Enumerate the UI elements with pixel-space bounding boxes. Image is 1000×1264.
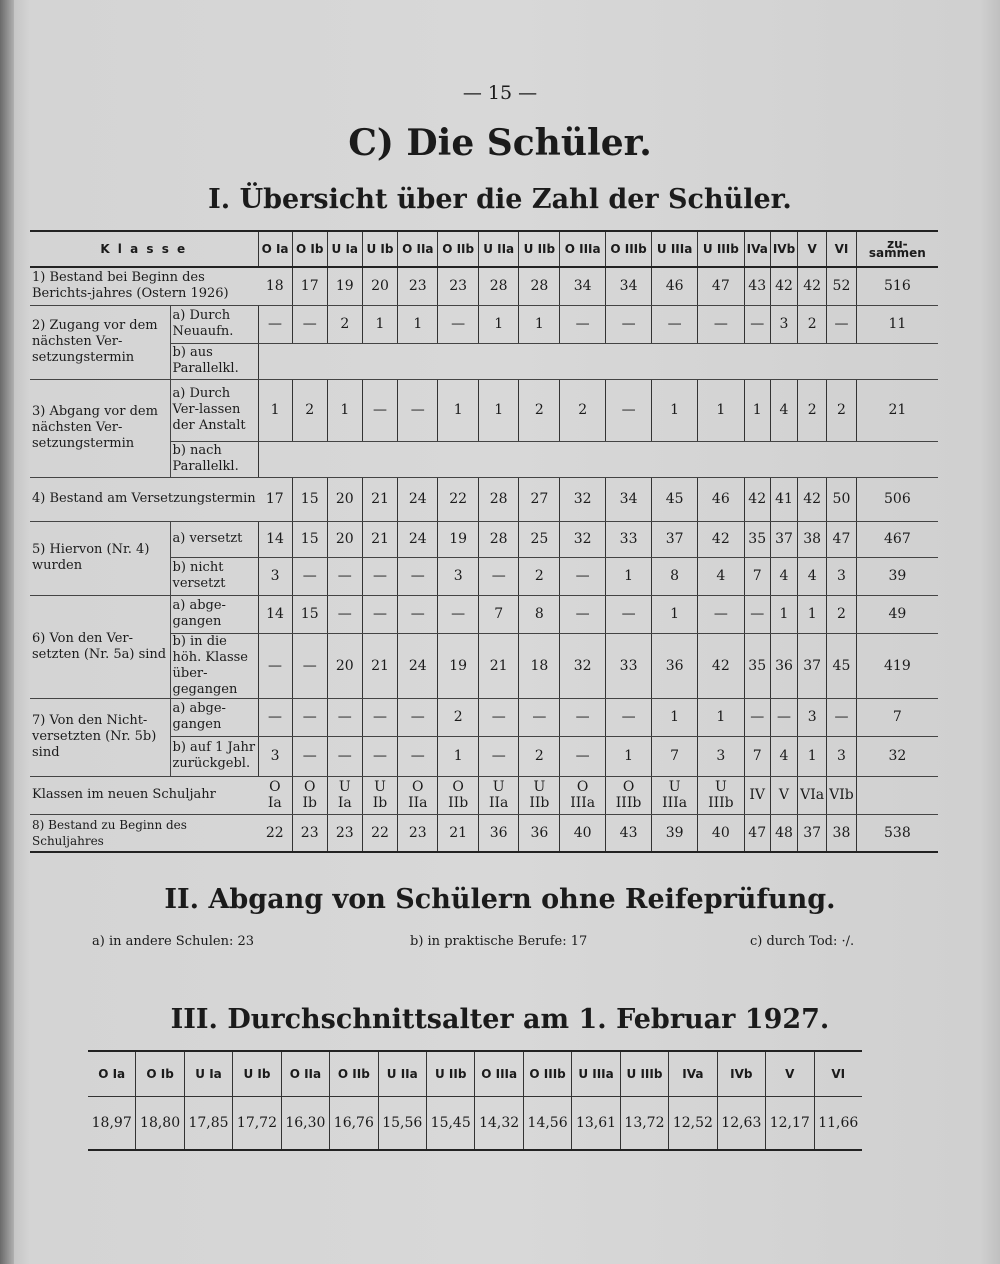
cell: 7: [744, 557, 770, 595]
cell: —: [560, 698, 606, 736]
cell: 2: [798, 379, 827, 441]
cell: 15: [292, 477, 327, 521]
cell: 16,30: [281, 1097, 329, 1151]
cell-total: 21: [856, 379, 938, 441]
cell: 28: [479, 267, 519, 305]
header-cell: IVb: [717, 1051, 765, 1097]
cell: 14: [258, 521, 292, 557]
cell: 4: [770, 557, 797, 595]
cell: 15,56: [378, 1097, 426, 1151]
cell: 28: [519, 267, 560, 305]
cell: 48: [770, 814, 797, 852]
cell: 19: [438, 521, 479, 557]
row-sublabel: a) versetzt: [170, 521, 258, 557]
cell: U Ia: [327, 776, 362, 814]
cell: 12,52: [669, 1097, 717, 1151]
cell: 2: [798, 305, 827, 343]
row-label: 5) Hiervon (Nr. 4) wurden: [30, 521, 170, 595]
cell: 47: [744, 814, 770, 852]
cell: —: [362, 557, 398, 595]
table-row: [30, 477, 938, 521]
cell: 13,72: [620, 1097, 668, 1151]
cell: —: [560, 736, 606, 776]
cell: —: [560, 305, 606, 343]
cell: 1: [438, 379, 479, 441]
cell: 36: [652, 633, 698, 698]
cell: 17: [292, 267, 327, 305]
cell: 1: [258, 379, 292, 441]
row-label: 4) Bestand am Versetzungstermin: [30, 477, 258, 521]
cell: 1: [798, 736, 827, 776]
cell: —: [398, 379, 438, 441]
cell: 50: [827, 477, 857, 521]
table-header-row: [88, 1051, 862, 1097]
cell: 3: [698, 736, 745, 776]
cell: 34: [605, 267, 651, 305]
cell: —: [744, 698, 770, 736]
header-cell: O IIIb: [523, 1051, 571, 1097]
abgang-a: a) in andere Schulen: 23: [92, 934, 255, 949]
cell: —: [327, 698, 362, 736]
cell: —: [292, 736, 327, 776]
header-cell: O Ia: [258, 231, 292, 267]
cell-total: 32: [856, 736, 938, 776]
table-row: [30, 379, 938, 441]
cell: —: [258, 305, 292, 343]
cell: —: [827, 698, 857, 736]
cell: 25: [519, 521, 560, 557]
cell: 47: [827, 521, 857, 557]
cell: 1: [479, 305, 519, 343]
row-label: 7) Von den Nicht-versetzten (Nr. 5b) sind: [30, 698, 170, 776]
header-cell: U IIIb: [620, 1051, 668, 1097]
cell: O Ib: [292, 776, 327, 814]
cell: IV: [744, 776, 770, 814]
cell: 3: [827, 736, 857, 776]
cell: 42: [698, 633, 745, 698]
header-cell: U IIIb: [698, 231, 745, 267]
cell: 20: [327, 477, 362, 521]
cell: 41: [770, 477, 797, 521]
cell: 39: [652, 814, 698, 852]
cell: 19: [327, 267, 362, 305]
cell-total: [856, 776, 938, 814]
cell: O Ia: [258, 776, 292, 814]
cell: 2: [827, 379, 857, 441]
cell: 2: [438, 698, 479, 736]
cell-total: 506: [856, 477, 938, 521]
cell: —: [258, 698, 292, 736]
cell: —: [605, 305, 651, 343]
header-cell: O IIb: [330, 1051, 378, 1097]
header-cell: U IIb: [427, 1051, 475, 1097]
cell: 17: [258, 477, 292, 521]
section3-title: III. Durchschnittsalter am 1. Februar 1927.: [170, 1004, 830, 1035]
cell: 2: [519, 557, 560, 595]
cell: 32: [560, 633, 606, 698]
cell: 12,17: [766, 1097, 814, 1151]
table-row: [30, 698, 938, 736]
cell: 1: [398, 305, 438, 343]
cell: —: [292, 633, 327, 698]
cell: 1: [770, 595, 797, 633]
cell: 42: [744, 477, 770, 521]
cell: 36: [770, 633, 797, 698]
cell: 17,85: [184, 1097, 232, 1151]
cell: —: [605, 379, 651, 441]
row-label: 2) Zugang vor dem nächsten Ver-setzungstermin: [30, 305, 170, 379]
cell: —: [438, 595, 479, 633]
header-cell: O IIb: [438, 231, 479, 267]
cell: O IIIb: [605, 776, 651, 814]
cell: 18: [258, 267, 292, 305]
cell: U IIIa: [652, 776, 698, 814]
cell: 1: [362, 305, 398, 343]
cell-total: 49: [856, 595, 938, 633]
row-sublabel: a) abge-gangen: [170, 595, 258, 633]
header-cell: V: [798, 231, 827, 267]
cell: 34: [605, 477, 651, 521]
cell: VIa: [798, 776, 827, 814]
cell: 37: [798, 633, 827, 698]
cell: 18: [519, 633, 560, 698]
header-cell: U IIIa: [652, 231, 698, 267]
row-label: Klassen im neuen Schuljahr: [30, 776, 258, 814]
cell: 2: [292, 379, 327, 441]
cell: 38: [827, 814, 857, 852]
cell: —: [560, 557, 606, 595]
cell: —: [398, 736, 438, 776]
cell: 20: [327, 521, 362, 557]
cell-total: 7: [856, 698, 938, 736]
row-sublabel: b) nicht versetzt: [170, 557, 258, 595]
cell: 1: [605, 736, 651, 776]
cell: —: [362, 379, 398, 441]
header-cell: O IIIa: [475, 1051, 523, 1097]
cell: 43: [605, 814, 651, 852]
table-row: [30, 776, 938, 814]
table-row: [30, 595, 938, 633]
cell: 34: [560, 267, 606, 305]
cell: 42: [698, 521, 745, 557]
cell: 17,72: [233, 1097, 281, 1151]
cell: 8: [652, 557, 698, 595]
cell: 23: [438, 267, 479, 305]
row-sublabel: b) in die höh. Klasse über-gegangen: [170, 633, 258, 698]
row-sublabel: a) Durch Ver-lassen der Anstalt: [170, 379, 258, 441]
cell: 3: [258, 736, 292, 776]
cell: —: [362, 698, 398, 736]
header-cell: U Ib: [362, 231, 398, 267]
cell: 40: [560, 814, 606, 852]
cell: 46: [652, 267, 698, 305]
cell: 28: [479, 521, 519, 557]
cell: 1: [698, 698, 745, 736]
cell: —: [605, 698, 651, 736]
cell-total: 538: [856, 814, 938, 852]
cell: 22: [362, 814, 398, 852]
row-sublabel: b) auf 1 Jahr zurückgebl.: [170, 736, 258, 776]
header-cell: U Ib: [233, 1051, 281, 1097]
cell: —: [292, 557, 327, 595]
cell: 38: [798, 521, 827, 557]
header-cell: U IIa: [378, 1051, 426, 1097]
cell: 24: [398, 477, 438, 521]
cell: —: [652, 305, 698, 343]
cell-total: 419: [856, 633, 938, 698]
cell: —: [258, 633, 292, 698]
header-cell: U Ia: [327, 231, 362, 267]
section2-title: II. Abgang von Schülern ohne Reifeprüfung.: [164, 884, 836, 915]
cell: 18,97: [88, 1097, 136, 1151]
header-klasse: K l a s s e: [30, 231, 258, 267]
cell: 36: [479, 814, 519, 852]
cell: 33: [605, 633, 651, 698]
table-row: [88, 1097, 862, 1151]
cell: —: [327, 557, 362, 595]
header-cell: IVa: [669, 1051, 717, 1097]
row-sublabel: b) nach Parallelkl.: [170, 441, 258, 477]
cell: 32: [560, 477, 606, 521]
cell: 16,76: [330, 1097, 378, 1151]
cell: —: [398, 595, 438, 633]
cell: 1: [327, 379, 362, 441]
cell: 1: [652, 595, 698, 633]
cell: VIb: [827, 776, 857, 814]
table-row: [30, 305, 938, 343]
cell: 23: [327, 814, 362, 852]
cell: 4: [698, 557, 745, 595]
cell: —: [362, 736, 398, 776]
cell: 3: [798, 698, 827, 736]
cell: —: [398, 698, 438, 736]
cell: 7: [652, 736, 698, 776]
row-label: 8) Bestand zu Beginn des Schuljahres: [30, 814, 258, 852]
cell: 2: [519, 736, 560, 776]
cell: 7: [744, 736, 770, 776]
cell: 15,45: [427, 1097, 475, 1151]
cell: 2: [327, 305, 362, 343]
cell: 37: [770, 521, 797, 557]
row-label: 6) Von den Ver-setzten (Nr. 5a) sind: [30, 595, 170, 698]
cell: —: [744, 305, 770, 343]
cell: 45: [827, 633, 857, 698]
cell: 15: [292, 595, 327, 633]
cell: O IIIa: [560, 776, 606, 814]
header-cell: U IIa: [479, 231, 519, 267]
cell: 20: [327, 633, 362, 698]
header-cell: O Ib: [136, 1051, 184, 1097]
header-cell: O Ia: [88, 1051, 136, 1097]
cell: 33: [605, 521, 651, 557]
cell: —: [479, 736, 519, 776]
cell: —: [292, 698, 327, 736]
header-total: zu-sammen: [856, 231, 938, 267]
abgang-b: b) in praktische Berufe: 17: [410, 934, 588, 949]
cell: 2: [519, 379, 560, 441]
cell: 28: [479, 477, 519, 521]
cell: V: [770, 776, 797, 814]
cell-total: 11: [856, 305, 938, 343]
cell-total: 516: [856, 267, 938, 305]
cell: 42: [798, 267, 827, 305]
cell: —: [698, 305, 745, 343]
cell: 20: [362, 267, 398, 305]
page-title: C) Die Schüler.: [348, 122, 652, 164]
cell-total: 467: [856, 521, 938, 557]
cell: 4: [798, 557, 827, 595]
cell: 4: [770, 379, 797, 441]
header-cell: IVb: [770, 231, 797, 267]
cell: —: [438, 305, 479, 343]
cell: 35: [744, 521, 770, 557]
cell: 2: [560, 379, 606, 441]
header-cell: V: [766, 1051, 814, 1097]
cell: —: [698, 595, 745, 633]
empty-cells: [258, 343, 938, 379]
cell: —: [479, 698, 519, 736]
table-header-row: [30, 231, 938, 267]
cell: 24: [398, 633, 438, 698]
header-cell: O IIa: [398, 231, 438, 267]
table-row: [30, 521, 938, 557]
cell: 1: [744, 379, 770, 441]
table-row: [30, 267, 938, 305]
cell: —: [770, 698, 797, 736]
empty-cells: [258, 441, 938, 477]
average-age-table: [88, 1050, 862, 1151]
cell: U Ib: [362, 776, 398, 814]
header-cell: U IIb: [519, 231, 560, 267]
cell: 43: [744, 267, 770, 305]
page-number: — 15 —: [462, 82, 538, 104]
cell: 36: [519, 814, 560, 852]
cell: 14: [258, 595, 292, 633]
cell: 21: [438, 814, 479, 852]
cell: 27: [519, 477, 560, 521]
cell: 14,56: [523, 1097, 571, 1151]
cell: 1: [605, 557, 651, 595]
cell: 3: [438, 557, 479, 595]
cell: 15: [292, 521, 327, 557]
header-cell: O IIIb: [605, 231, 651, 267]
cell: —: [327, 595, 362, 633]
cell: O IIb: [438, 776, 479, 814]
cell: —: [362, 595, 398, 633]
cell: —: [605, 595, 651, 633]
cell: U IIb: [519, 776, 560, 814]
cell: 1: [652, 698, 698, 736]
cell: 24: [398, 521, 438, 557]
header-cell: U IIIa: [572, 1051, 620, 1097]
row-sublabel: a) Durch Neuaufn.: [170, 305, 258, 343]
cell: 40: [698, 814, 745, 852]
cell: —: [327, 736, 362, 776]
cell: 21: [362, 477, 398, 521]
section1-title: I. Übersicht über die Zahl der Schüler.: [208, 184, 792, 215]
cell: 21: [479, 633, 519, 698]
cell: O IIa: [398, 776, 438, 814]
cell: 7: [479, 595, 519, 633]
cell: 1: [479, 379, 519, 441]
cell: 42: [770, 267, 797, 305]
cell: 11,66: [814, 1097, 862, 1151]
table-row: [30, 814, 938, 852]
cell: 23: [398, 814, 438, 852]
cell: 21: [362, 521, 398, 557]
cell: 4: [770, 736, 797, 776]
abgang-c: c) durch Tod: ·/.: [750, 934, 855, 949]
cell: 1: [438, 736, 479, 776]
cell: 3: [770, 305, 797, 343]
header-cell: O IIIa: [560, 231, 606, 267]
cell: 3: [258, 557, 292, 595]
cell: 37: [652, 521, 698, 557]
row-sublabel: a) abge-gangen: [170, 698, 258, 736]
cell: 18,80: [136, 1097, 184, 1151]
cell: 1: [698, 379, 745, 441]
cell: 21: [362, 633, 398, 698]
cell: U IIIb: [698, 776, 745, 814]
cell: —: [479, 557, 519, 595]
cell: —: [560, 595, 606, 633]
cell: 46: [698, 477, 745, 521]
row-sublabel: b) aus Parallelkl.: [170, 343, 258, 379]
cell: 47: [698, 267, 745, 305]
cell: 3: [827, 557, 857, 595]
header-cell: O Ib: [292, 231, 327, 267]
cell: 1: [519, 305, 560, 343]
cell: 8: [519, 595, 560, 633]
cell: 2: [827, 595, 857, 633]
cell: 32: [560, 521, 606, 557]
cell: 35: [744, 633, 770, 698]
cell: 23: [398, 267, 438, 305]
header-cell: O IIa: [281, 1051, 329, 1097]
cell: —: [398, 557, 438, 595]
cell: 22: [438, 477, 479, 521]
cell: U IIa: [479, 776, 519, 814]
cell: —: [519, 698, 560, 736]
row-label: 1) Bestand bei Beginn des Berichts-jahres (Ostern 1926): [30, 267, 258, 305]
cell: 13,61: [572, 1097, 620, 1151]
header-cell: U Ia: [184, 1051, 232, 1097]
cell: 52: [827, 267, 857, 305]
cell: 1: [798, 595, 827, 633]
cell: —: [744, 595, 770, 633]
cell: 45: [652, 477, 698, 521]
cell: 14,32: [475, 1097, 523, 1151]
header-cell: IVa: [744, 231, 770, 267]
cell: —: [827, 305, 857, 343]
row-label: 3) Abgang vor dem nächsten Ver-setzungstermin: [30, 379, 170, 477]
cell-total: 39: [856, 557, 938, 595]
cell: 42: [798, 477, 827, 521]
cell: 19: [438, 633, 479, 698]
cell: 12,63: [717, 1097, 765, 1151]
cell: 23: [292, 814, 327, 852]
student-count-table: [30, 230, 938, 853]
header-cell: VI: [827, 231, 857, 267]
header-cell: VI: [814, 1051, 862, 1097]
cell: —: [292, 305, 327, 343]
cell: 37: [798, 814, 827, 852]
cell: 1: [652, 379, 698, 441]
cell: 22: [258, 814, 292, 852]
